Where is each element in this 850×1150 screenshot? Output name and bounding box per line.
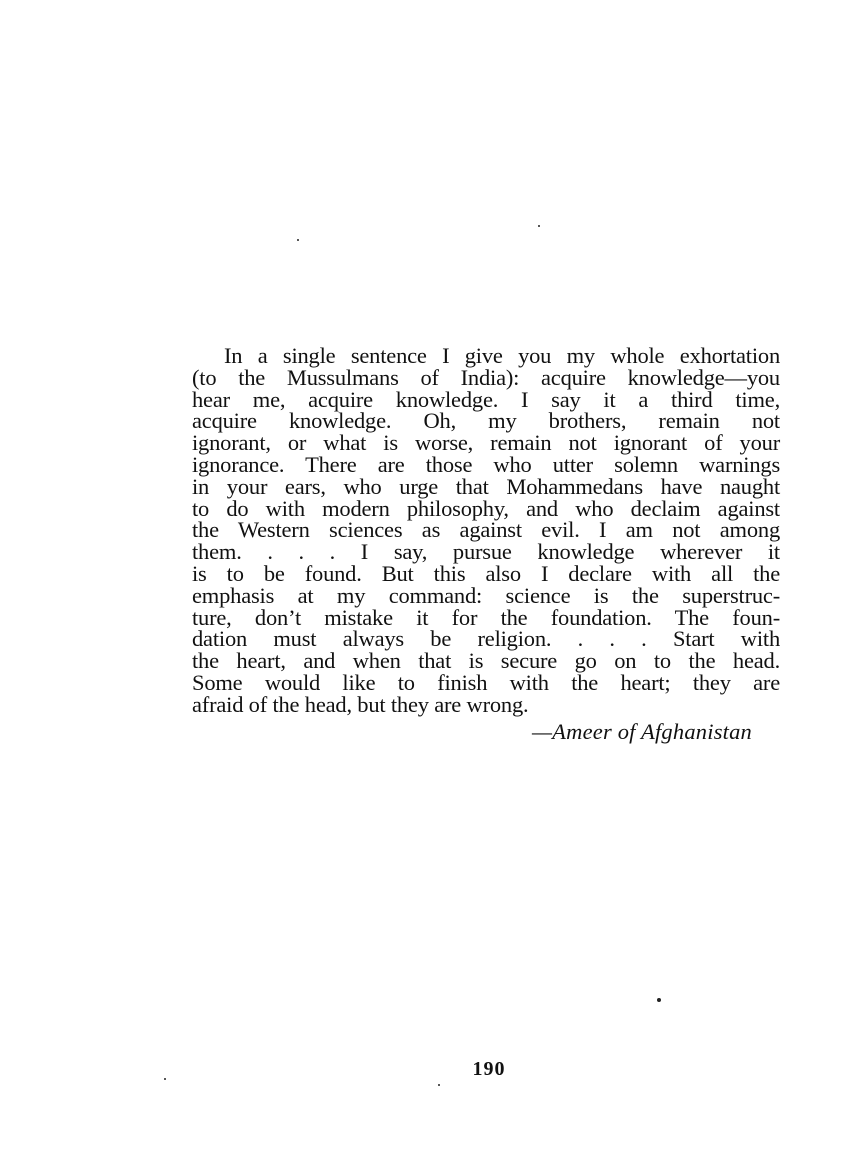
- quote-line: them. . . . I say, pursue knowledge wherever it: [192, 539, 780, 565]
- quote-line: ignorant, or what is worse, remain not ignorant of your: [192, 430, 780, 456]
- scan-speck: [538, 225, 540, 227]
- quote-attribution: —Ameer of Afghanistan: [531, 719, 752, 744]
- quote-line: to do with modern philosophy, and who declaim against: [192, 495, 780, 521]
- quote-line: dation must always be religion. . . . Start with: [192, 626, 780, 652]
- scan-speck: [164, 1078, 166, 1080]
- quote-line: the heart, and when that is secure go on to the head.: [192, 648, 780, 674]
- quote-line: In a single sentence I give you my whole exhortation: [224, 343, 780, 368]
- quote-line: Some would like to finish with the heart; they are: [192, 669, 780, 695]
- quote-line: emphasis at my command: science is the superstruc-: [192, 582, 780, 608]
- quote-line: acquire knowledge. Oh, my brothers, remain not: [192, 408, 780, 434]
- quote-line: in your ears, who urge that Mohammedans have naught: [192, 473, 780, 499]
- scan-speck: [297, 239, 299, 241]
- page-number: [0, 1058, 850, 1081]
- scan-speck: [438, 1084, 440, 1086]
- quote-line: afraid of the head, but they are wrong.: [192, 691, 529, 717]
- page-number-text: 190: [472, 1058, 506, 1080]
- quote-line: ture, don’t mistake it for the foundation. The foun-: [192, 604, 780, 630]
- quote-line: the Western sciences as against evil. I am not among: [192, 517, 780, 543]
- quote-line: (to the Mussulmans of India): acquire knowledge—you: [192, 364, 780, 390]
- quote-line: is to be found. But this also I declare with all the: [192, 560, 780, 586]
- quote-paragraph: [192, 345, 780, 716]
- scan-speck: [657, 998, 661, 1002]
- quote-line: hear me, acquire knowledge. I say it a third time,: [192, 386, 780, 412]
- quote-line: ignorance. There are those who utter solemn warnings: [192, 451, 780, 477]
